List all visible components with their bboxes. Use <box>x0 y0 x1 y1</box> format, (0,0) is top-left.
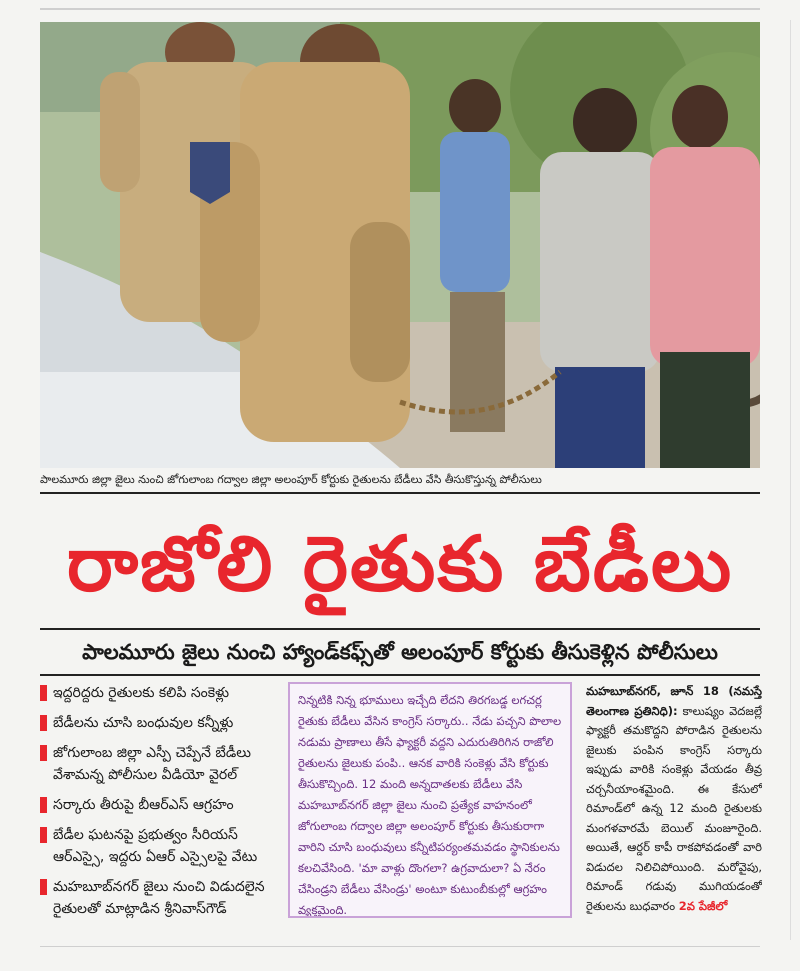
dateline: మహబూబ్‌నగర్, జూన్ 18 (నమస్తే తెలంగాణ ప్రతినిధి): <box>586 684 762 718</box>
continued-on-page-link[interactable]: 2వ పేజీలో <box>678 898 728 913</box>
highlight-item: జోగులాంబ జిల్లా ఎస్పీ చెప్పేనే బేడీలు వేశామన్న పోలీసుల వీడియో వైరల్ <box>40 742 280 786</box>
bottom-divider <box>40 946 760 947</box>
bullet-icon <box>40 715 47 731</box>
headline: రాజోలి రైతుకు బేడీలు <box>66 519 734 608</box>
highlight-item: ఇద్దరిద్దరు రైతులకు కలిపి సంకెళ్లు <box>40 682 280 704</box>
highlight-item: బేడీలను చూసి బంధువుల కన్నీళ్లు <box>40 712 280 734</box>
bullet-icon <box>40 685 47 701</box>
bullet-icon <box>40 797 47 813</box>
highlight-item: బేడీల ఘటనపై ప్రభుత్వం సీరియస్ ఆర్ఎస్సై, ఇద్దరు ఏఆర్ ఎస్సైలపై వేటు <box>40 824 280 868</box>
bullet-icon <box>40 827 47 843</box>
highlight-item: సర్కారు తీరుపై బీఆర్ఎస్ ఆగ్రహం <box>40 794 280 816</box>
highlight-item: మహబూబ్‌నగర్ జైలు నుంచి విడుదలైన రైతులతో మాట్లాడిన శ్రీనివాస్‌గౌడ్ <box>40 876 280 920</box>
bullet-icon <box>40 879 47 895</box>
police-escort-photo-illustration <box>40 22 760 468</box>
subheadline: పాలమూరు జైలు నుంచి హ్యాండ్‌కఫ్స్‌తో అలంపూర్ కోర్టుకు తీసుకెళ్లిన పోలీసులు <box>40 628 760 676</box>
article-body: కాలుష్యం వెదజల్లే ఫ్యాక్టరీ తమకొద్దని పోరాడిన రైతులను జైలుకు పంపిన కాంగ్రెస్ సర్కారు ఇప్పుడు వారికి సంకెళ్లు వేయడం తీవ్ర చర్చనీయాంశమైంది. ఈ కేసులో రిమాండ్‌లో ఉన్న 12 మంది రైతులకు మంగళవారమే బెయిల్ మంజూరైంది. అయితే, ఆర్డర్ కాపీ రాకపోవడంతో వారి విడుదల నిలిచిపోయింది. మరోవైపు, రిమాండ్ గడువు ముగియడంతో రైతులను బుధవారం <box>586 703 762 913</box>
boxed-summary: నిన్నటికి నిన్న భూములు ఇచ్చేది లేదని తిరగబడ్డ లగచర్ల రైతుకు బేడీలు వేసిన కాంగ్రెస్ సర్కారు.. నేడు పచ్చని పొలాల నడుమ ప్రాణాలు తీసే ఫ్యాక్టరీ వద్దని ఎదురుతిరిగిన రాజోలి రైతులను జైలుకు పంపి.. ఆనక వారికి సంకెళ్లు వేసి కోర్టుకు తీసుకొచ్చింది. 12 మంది అన్నదాతలకు బేడీలు వేసి మహబూబ్‌నగర్ జిల్లా జైలు నుంచి ప్రత్యేక వాహనంలో జోగులాంబ గద్వాల జిల్లా అలంపూర్ కోర్టుకు తీసుకురాగా వారిని చూసి బంధువులు కన్నీటిపర్యంతమవడం స్థానికులను కలచివేసింది. 'మా వాళ్లు దొంగలా? ఉగ్రవాదులా? ఏ నేరం చేసిండ్రని బేడీలు వేసిండ్రు' అంటూ కుటుంబీకుల్లో ఆగ్రహం వ్యక్తమైంది. <box>288 682 572 918</box>
news-photo <box>40 22 760 468</box>
photo-caption: పాలమూరు జిల్లా జైలు నుంచి జోగులాంబ గద్వాల జిల్లా అలంపూర్ కోర్టుకు రైతులను బేడీలు వేసి తీసుకొస్తున్న పోలీసులు <box>40 468 760 494</box>
highlights-list <box>40 682 280 938</box>
top-divider <box>40 8 760 10</box>
column-divider <box>790 20 791 940</box>
article-column <box>586 682 762 922</box>
bullet-icon <box>40 745 47 761</box>
